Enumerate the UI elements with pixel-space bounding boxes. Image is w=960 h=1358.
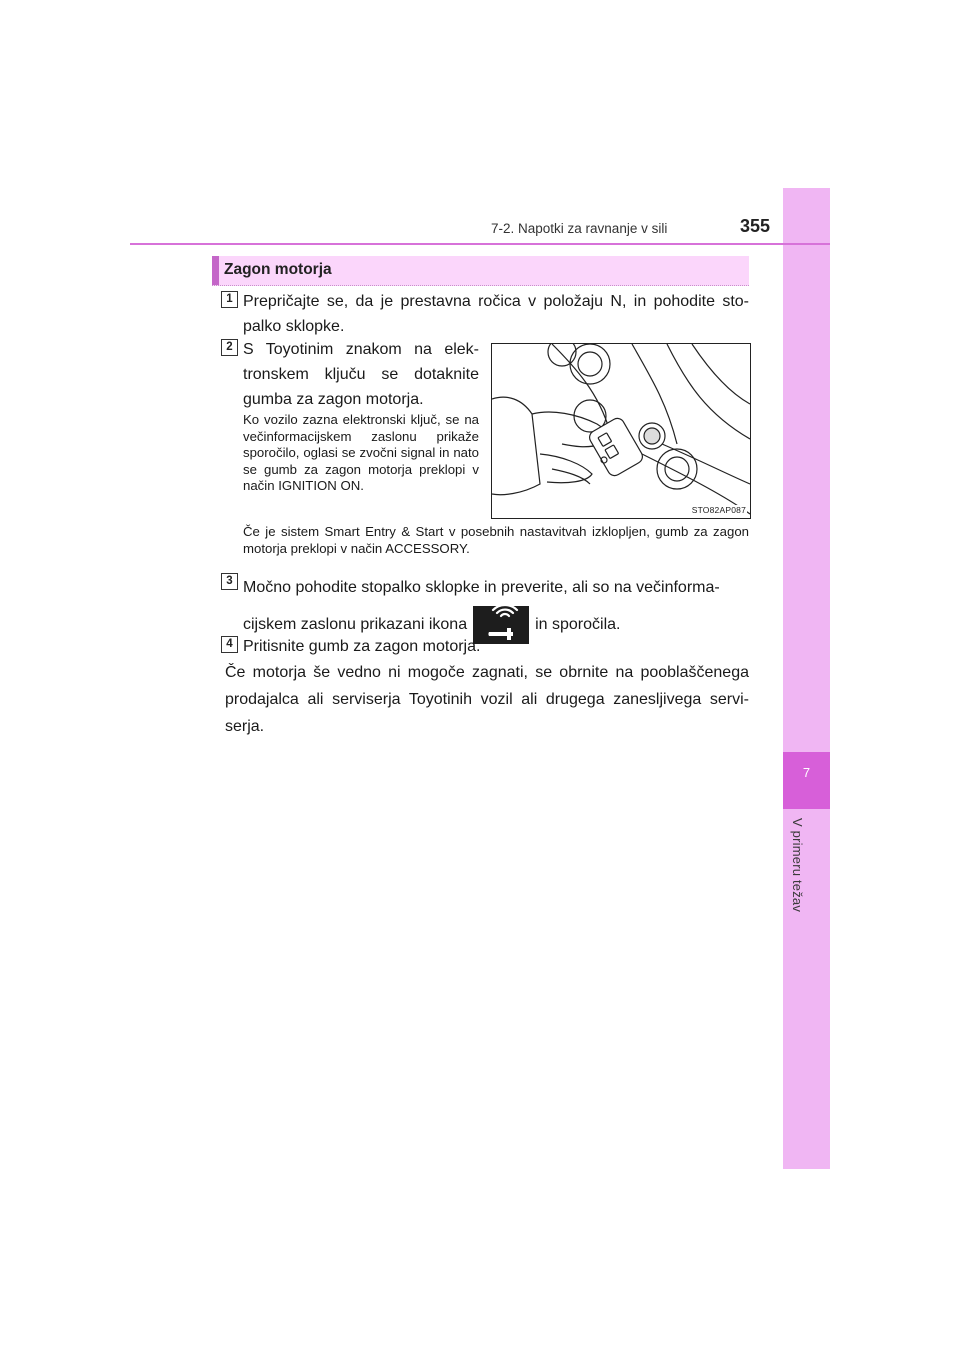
hand-key-start-button-drawing [492,344,750,518]
step-3-text-before: Močno pohodite stopalko sklopke in preverite, ali so na večinforma-cijskem zaslonu prikazani ikona [243,579,720,634]
step-1-text: Prepričajte se, da je prestavna ročica v položaju N, in pohodite sto-palko sklopke. [243,293,749,335]
header-divider [130,243,830,245]
chapter-title: V primeru težav [790,818,805,913]
closing-paragraph: Če motorja še vedno ni mogoče zagnati, se obrnite na pooblaščenega prodajalca ali serviserja Toyotinih vozil ali drugega zanesljivega servi-serja. [225,664,749,735]
step-number-4: 4 [221,636,238,653]
step-4-text: Pritisnite gumb za zagon motorja. [243,638,481,655]
illustration-key-touch-start-button [491,343,751,519]
illustration-code: STO82AP087 [691,505,746,515]
step-2-note: Ko vozilo zazna elektronski ključ, se na večinformacijskem zaslonu prikaže sporočilo, oglasi se zvočni signal in nato se gumb za zagon motorja preklopi v način IGNITION ON. [243,412,479,493]
step-number-2: 2 [221,339,238,356]
header-section-title: 7-2. Napotki za ravnanje v sili [491,221,668,236]
step-2-text: S Toyotinim znakom na elek-tronskem ključu se dotaknite gumba za zagon motorja. [243,341,479,408]
step-3-text [243,570,749,644]
chapter-number-tab [783,752,830,809]
step-number-1: 1 [221,291,238,308]
step-2-note-accessory: Če je sistem Smart Entry & Start v posebnih nastavitvah izklopljen, gumb za zagon motorja preklopi v način ACCESSORY. [243,524,749,556]
chapter-number: 7 [802,765,811,780]
step-number-3: 3 [221,573,238,590]
chapter-side-tab [783,188,830,1169]
section-heading-accent [212,256,219,285]
page-number: 355 [740,216,771,236]
section-heading-bar [212,256,749,286]
section-title: Zagon motorja [224,261,332,278]
step-3-text-after: in sporočila. [535,616,621,634]
